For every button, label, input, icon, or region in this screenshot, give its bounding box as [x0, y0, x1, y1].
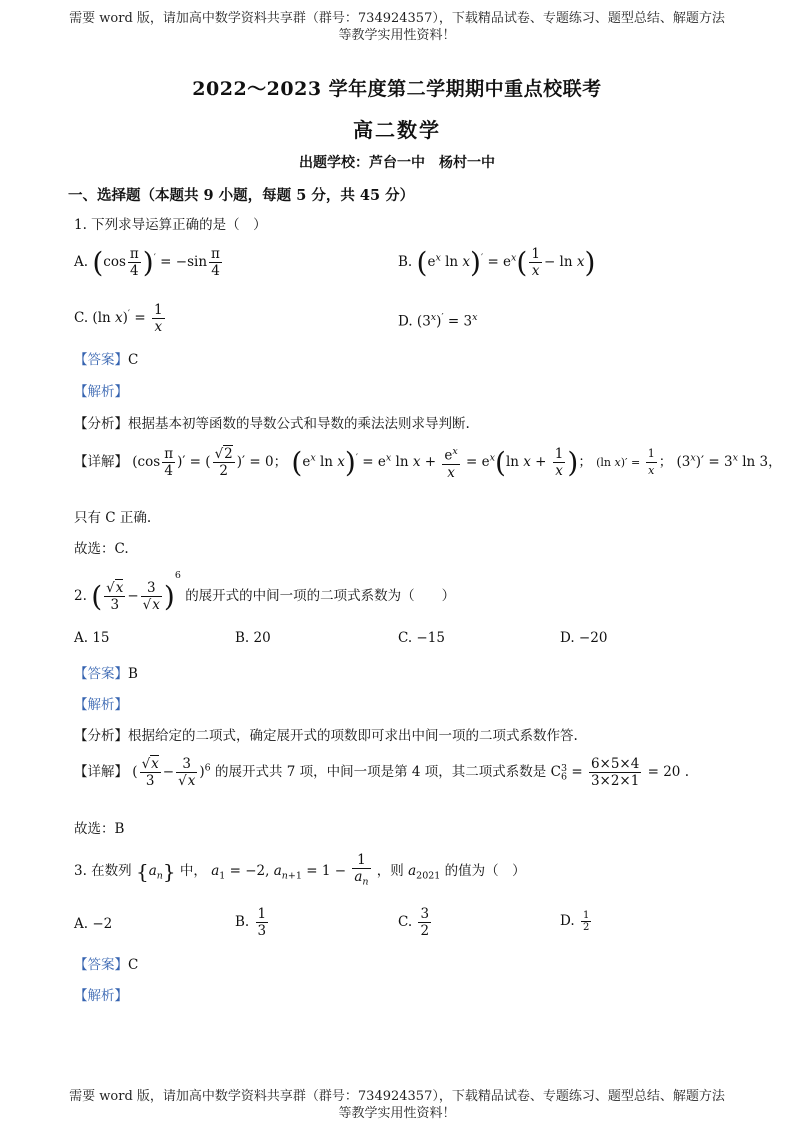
q1-conclusion: 只有 C 正确. [74, 510, 152, 526]
q3-stem-end: 的值为（ ） [444, 862, 526, 879]
q2-fenxi [74, 724, 578, 744]
q1-fenxi [74, 412, 470, 432]
q3-option-d-label: D. [560, 913, 575, 929]
q3-option-b-label: B. [235, 914, 250, 930]
q3-option-d: D. $\frac{1}{2}$ [560, 910, 590, 933]
header-banner [0, 10, 794, 44]
q1-option-c: C. (ln x)′ = $\frac{1}{x}$ [74, 302, 163, 335]
q3-stem-pre: 3. 在数列 [74, 862, 132, 879]
q2-xiangjie-mid: 的展开式共 7 项，中间一项是第 4 项，其二项式系数是 [214, 764, 547, 780]
q3-answer [74, 953, 138, 973]
section-heading: 一、选择题（本题共 9 小题，每题 5 分，共 45 分） [68, 187, 415, 204]
exam-subject: 高二数学 [353, 118, 441, 142]
q1-fenxi-text: 根据基本初等函数的导数公式和导数的乘法法则求导判断. [128, 416, 470, 432]
q1-option-b: B. ($e^x$ $\ln x)' = e^x$( $\frac{1}{x}$ − ln x) [398, 246, 596, 279]
footer-banner [0, 1088, 794, 1122]
q2-answer-value: B [128, 666, 138, 682]
q1-option-a-label: A. [74, 254, 89, 270]
q3-option-a-value: −2 [92, 916, 113, 932]
q2-option-c: C. −15 [398, 630, 445, 646]
q2-xiangjie-tag: 【详解】 [74, 764, 128, 780]
q3-option-a [74, 916, 112, 932]
exam-title: 2022～2023 学年度第二学期期中重点校联考 [192, 78, 602, 100]
q1-stem: 1. 下列求导运算正确的是（ ） [74, 217, 267, 233]
q1-final: 故选：C. [74, 541, 129, 557]
q3-stem: 3. 在数列 $\{a_n\}$ 中， $a_1 = -2$, $a_{n+1} = 1$ − $\frac{1}{a_n}$ ，则 $a_{2021}$ 的值为（ ） [74, 852, 526, 888]
q2-answer [74, 662, 138, 682]
q2-option-a: A. 15 [74, 630, 110, 646]
q2-option-d: D. −20 [560, 630, 608, 646]
q3-answer-tag: 【答案】 [74, 957, 128, 973]
q2-option-b: B. 20 [235, 630, 271, 646]
footer-banner-line2: 等教学实用性资料！ [338, 1106, 456, 1121]
q3-option-c: C. $\frac{3}{2}$ [398, 906, 430, 939]
q2-analysis-tag: 【解析】 [74, 697, 128, 713]
q1-answer-tag: 【答案】 [74, 352, 128, 368]
q2-final: 故选：B [74, 821, 125, 837]
q2-fenxi-text: 根据给定的二项式，确定展开式的项数即可求出中间一项的二项式系数作答. [128, 728, 578, 744]
q2-answer-tag: 【答案】 [74, 666, 128, 682]
q3-answer-value: C [128, 957, 139, 973]
q1-option-c-label: C. [74, 310, 89, 326]
q1-option-a: A. (cos $\frac{\pi}{4}$ )′ = −sin $\frac{\pi}{4}$ [74, 246, 220, 279]
q1-option-d: D. $(3^x)' = 3^x$ [398, 312, 478, 330]
footer-banner-line1: 需要 word 版，请加高中数学资料共享群（群号：734924357），下载精品试卷、专题练习、题型总结、解题方法 [69, 1089, 725, 1104]
q2-number: 2. [74, 588, 87, 604]
q2-stem-tail: 的展开式的中间一项的二项式系数为（ ） [185, 588, 456, 604]
header-banner-line2: 等教学实用性资料！ [338, 28, 456, 43]
q1-answer-value: C [128, 352, 139, 368]
q1-answer [74, 348, 138, 368]
q3-stem-mid: 中， [179, 862, 207, 879]
q1-analysis-tag: 【解析】 [74, 384, 128, 400]
q2-stem: 2. ( $\frac{√x}{3}$ − $\frac{3}{√x}$ )$^6$ 的展开式的中间一项的二项式系数为（ ） [74, 570, 456, 613]
q3-option-c-label: C. [398, 914, 413, 930]
q3-stem-post: ，则 [376, 862, 404, 879]
exam-school: 出题学校：芦台一中 杨村一中 [299, 155, 495, 171]
q2-fenxi-tag: 【分析】 [74, 728, 128, 744]
q1-option-b-label: B. [398, 254, 413, 270]
q2-xiangjie: 【详解】 ( $\frac{√x}{3}$ − $\frac{3}{√x}$ )$^6$ 的展开式共 7 项，中间一项是第 4 项，其二项式系数是 $C_6^3$ = $\frac{6\times 5\times 4}{3\times 2\times 1}$ = 20 . [74, 756, 689, 789]
q1-option-d-label: D. [398, 313, 413, 330]
q3-option-a-label: A. [74, 916, 89, 932]
q1-xiangjie: 【详解】 (cos $\frac{\pi}{4}$ )′ = ( $\frac{√2}{2}$ )′ = 0； ($e^x$ $\ln x)' = e^x$ ln x + $\frac{e^x}{x}$ = $e^x(\ln$ x + $\frac{1}{x}$ )； (ln x)′ = $\frac{1}{x}$ ； $(3^x)' = 3^x$ ln 3， [74, 445, 782, 481]
q3-analysis-tag: 【解析】 [74, 988, 128, 1004]
q1-fenxi-tag: 【分析】 [74, 416, 128, 432]
q1-xiangjie-tag: 【详解】 [74, 453, 128, 470]
q3-option-b: B. $\frac{1}{3}$ [235, 906, 267, 939]
header-banner-line1: 需要 word 版，请加高中数学资料共享群（群号：734924357），下载精品试卷、专题练习、题型总结、解题方法 [69, 11, 725, 26]
